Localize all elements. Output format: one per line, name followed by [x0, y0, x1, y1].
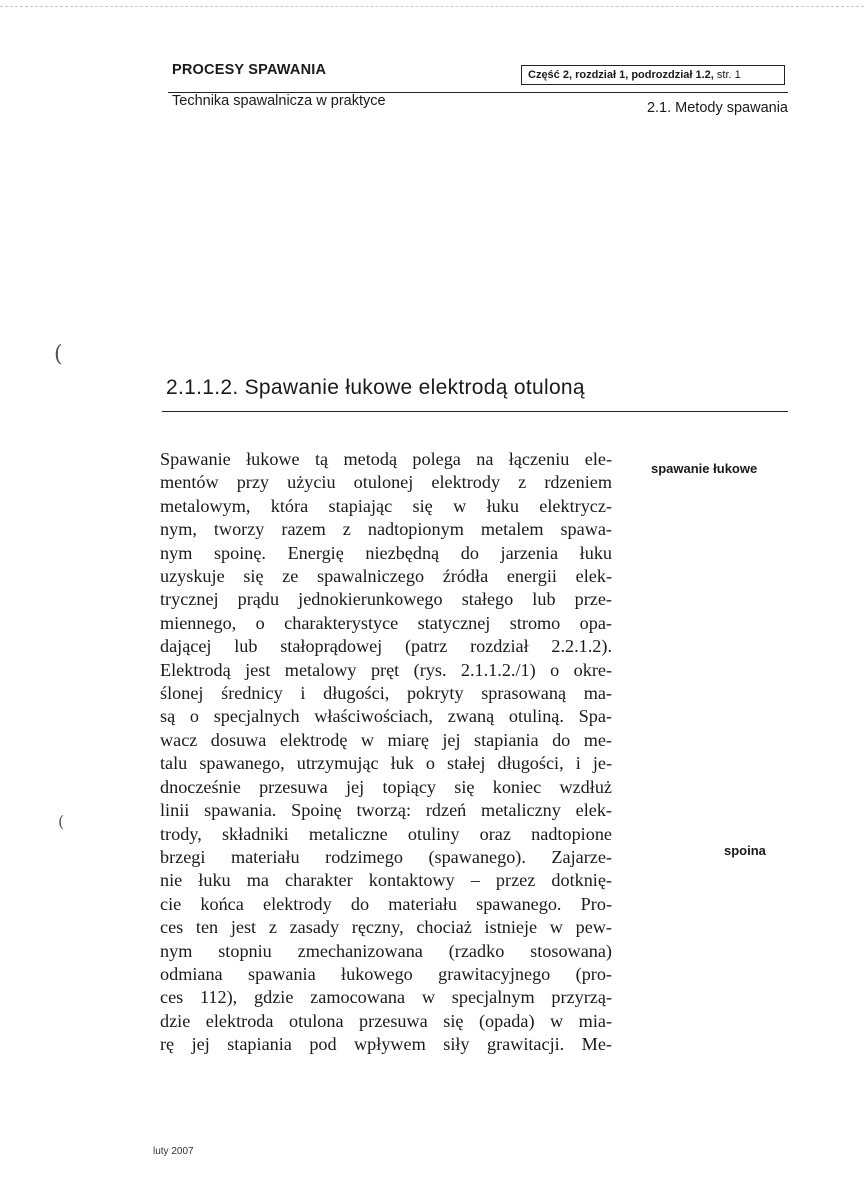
section-heading: 2.1.1.2. Spawanie łukowe elektrodą otuloną	[166, 376, 585, 399]
section-heading-rule	[162, 411, 788, 412]
body-line: brzegi materiału rodzimego (spawanego). Zajarze-	[160, 846, 612, 867]
body-line: Elektrodą jest metalowy pręt (rys. 2.1.1.2./1) o okre-	[160, 659, 612, 680]
page-reference: str. 1	[716, 69, 741, 81]
chapter-reference-box	[521, 65, 785, 85]
chapter-reference: Część 2, rozdział 1, podrozdział 1.2,	[528, 69, 714, 81]
margin-keyword-weld: spoina	[724, 843, 766, 858]
body-line: rę jej stapiania pod wpływem siły grawitacji. Me-	[160, 1034, 612, 1055]
body-line: trody, składniki metaliczne otuliny oraz nadtopione	[160, 823, 612, 844]
scan-mark-upper: (	[54, 342, 63, 367]
section-label: 2.1. Metody spawania	[646, 100, 788, 116]
body-line: trycznej prądu jednokierunkowego stałego lub prze-	[160, 589, 612, 610]
publication-subtitle: Technika spawalnicza w praktyce	[172, 93, 386, 109]
margin-keyword-arc-welding: spawanie łukowe	[651, 461, 758, 476]
body-line: ces 112), gdzie zamocowana w specjalnym przyrzą-	[160, 987, 612, 1008]
body-line: nym, tworzy razem z nadtopionym metalem spawa-	[160, 519, 612, 540]
publication-title: PROCESY SPAWANIA	[172, 62, 327, 78]
body-line: Spawanie łukowe tą metodą polega na łączeniu ele-	[160, 449, 612, 469]
body-paragraph	[160, 448, 612, 1057]
body-line: są o specjalnych właściwościach, zwaną otuliną. Spa-	[160, 706, 612, 727]
body-line: odmiana spawania łukowego grawitacyjnego (pro-	[160, 963, 612, 984]
body-line: ces ten jest z zasady ręczny, chociaż istnieje w pew-	[160, 917, 612, 938]
body-line: linii spawania. Spoinę tworzą: rdzeń metaliczny elek-	[160, 800, 612, 821]
scan-edge-line	[0, 6, 864, 7]
body-line: wacz dosuwa elektrodę w miarę jej stapiania do me-	[160, 729, 612, 750]
body-line: cie końca elektrody do materiału spawanego. Pro-	[160, 893, 612, 914]
body-line: metalowym, która stapiając się w łuku elektrycz-	[160, 495, 612, 516]
body-line: dającej lub stałoprądowej (patrz rozdział 2.2.1.2).	[160, 636, 612, 657]
body-line: dnocześnie przesuwa jej topiący się koniec wzdłuż	[160, 776, 612, 797]
body-line: nym spoinę. Energię niezbędną do jarzenia łuku	[160, 542, 612, 563]
body-line: nym stopniu zmechanizowana (rzadko stosowana)	[160, 940, 612, 961]
scan-mark-lower: (	[58, 812, 65, 831]
body-line: miennego, o charakterystyce statycznej stromo opa-	[160, 612, 612, 633]
body-line: talu spawanego, utrzymując łuk o stałej długości, i je-	[160, 753, 612, 774]
body-line: uzyskuje się ze spawalniczego źródła energii elek-	[160, 566, 612, 587]
body-line: mentów przy użyciu otulonej elektrody z rdzeniem	[160, 472, 612, 493]
body-line: nie łuku ma charakter kontaktowy – przez dotknię-	[160, 870, 612, 891]
footer-date: luty 2007	[153, 1146, 194, 1157]
body-line: dzie elektroda otulona przesuwa się (opada) w mia-	[160, 1010, 612, 1031]
body-line: ślonej średnicy i długości, pokryty sprasowaną ma-	[160, 683, 612, 704]
